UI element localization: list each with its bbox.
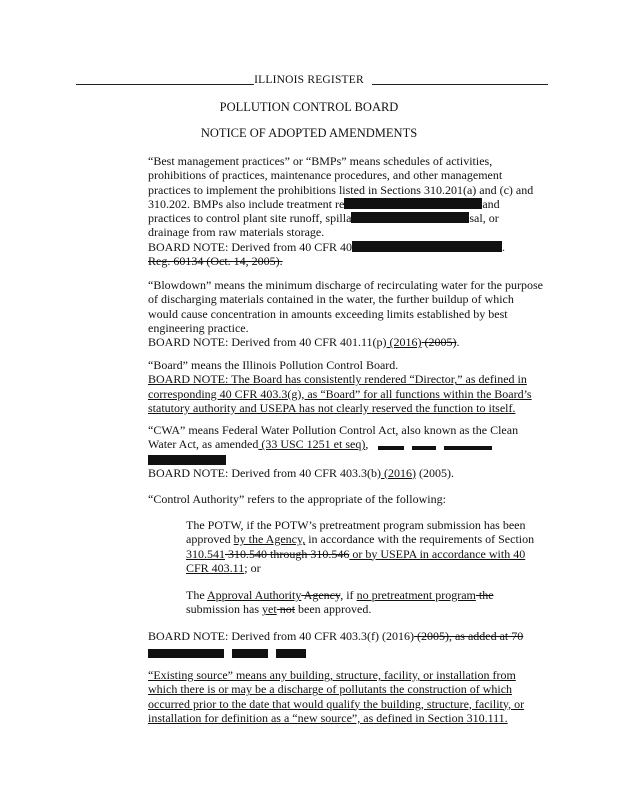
definition-bmp: “Best management practices” or “BMPs” means schedules of activities, prohibitions of practices, maintenance procedures, and other management practices to implement the prohibitions listed in Sections 310.201(a) and (c) and 310.202. BMPs also include treatment re and practices to control plant site runoff, spilla sal, or drainage from raw materials storage. BOARD NOTE: Derived from 40 CFR 40 . Reg. 60134 (Oct. 14, 2005). <box>148 154 548 268</box>
definition-board: “Board” means the Illinois Pollution Control Board. BOARD NOTE: The Board has consistently rendered “Director,” as defined in corresponding 40 CFR 403.3(g), as “Board” for all functions within the Board’s statutory authority and USEPA has not clearly reserved the function to itself. <box>148 358 532 415</box>
redaction <box>412 446 436 450</box>
board-title: POLLUTION CONTROL BOARD <box>219 100 399 114</box>
control-authority-item-potw: The POTW, if the POTW’s pretreatment program submission has been approved by the Agency, in accordance with the requirements of Section 310.541 310.540 through 310.546 or by USEPA in accordance with 40 CFR 403.11; or <box>186 518 535 575</box>
register-title: ILLINOIS REGISTER <box>254 74 364 86</box>
redaction <box>444 446 492 450</box>
definition-blowdown: “Blowdown” means the minimum discharge of recirculating water for the purpose of discharging materials contained in the water, the further buildup of which would cause concentration in amounts exceeding limits established by best engineering practice. BOARD NOTE: Derived from 40 CFR 401.11(p) (2016) (2005). <box>148 278 548 349</box>
definition-control-authority: “Control Authority” refers to the appropriate of the following: <box>148 492 446 506</box>
redaction <box>276 649 306 658</box>
control-authority-item-approval: The Approval Authority Agency, if no pretreatment program the submission has yet not been approved. <box>186 588 494 617</box>
redaction <box>232 649 268 658</box>
redaction <box>148 649 224 658</box>
redaction <box>344 198 482 209</box>
definition-cwa: “CWA” means Federal Water Pollution Control Act, also known as the Clean Water Act, as amended (33 USC 1251 et seq), BOARD NOTE: Derived from 40 CFR 403.3(b) (2016) (2005). <box>148 423 548 480</box>
redaction <box>148 455 226 465</box>
redaction <box>352 241 502 252</box>
redaction <box>351 212 469 223</box>
definition-existing-source: “Existing source” means any building, structure, facility, or installation from which there is or may be a discharge of pollutants the construction of which occurred prior to the date that would qualify the building, structure, facility, or installation for definition as a “new source”, as defined in Section 310.111. <box>148 668 525 725</box>
board-note: BOARD NOTE: Derived from 40 CFR 401.11(p) (2016) (2005). <box>148 335 460 350</box>
redaction <box>378 446 404 450</box>
board-note: BOARD NOTE: Derived from 40 CFR 403.3(b) (2016) (2005). <box>148 465 454 480</box>
board-note-control-authority: BOARD NOTE: Derived from 40 CFR 403.3(f) (2016) (2005), as added at 70 <box>148 629 524 643</box>
notice-title: NOTICE OF ADOPTED AMENDMENTS <box>200 126 418 140</box>
board-note: BOARD NOTE: Derived from 40 CFR 40 . <box>148 239 505 254</box>
